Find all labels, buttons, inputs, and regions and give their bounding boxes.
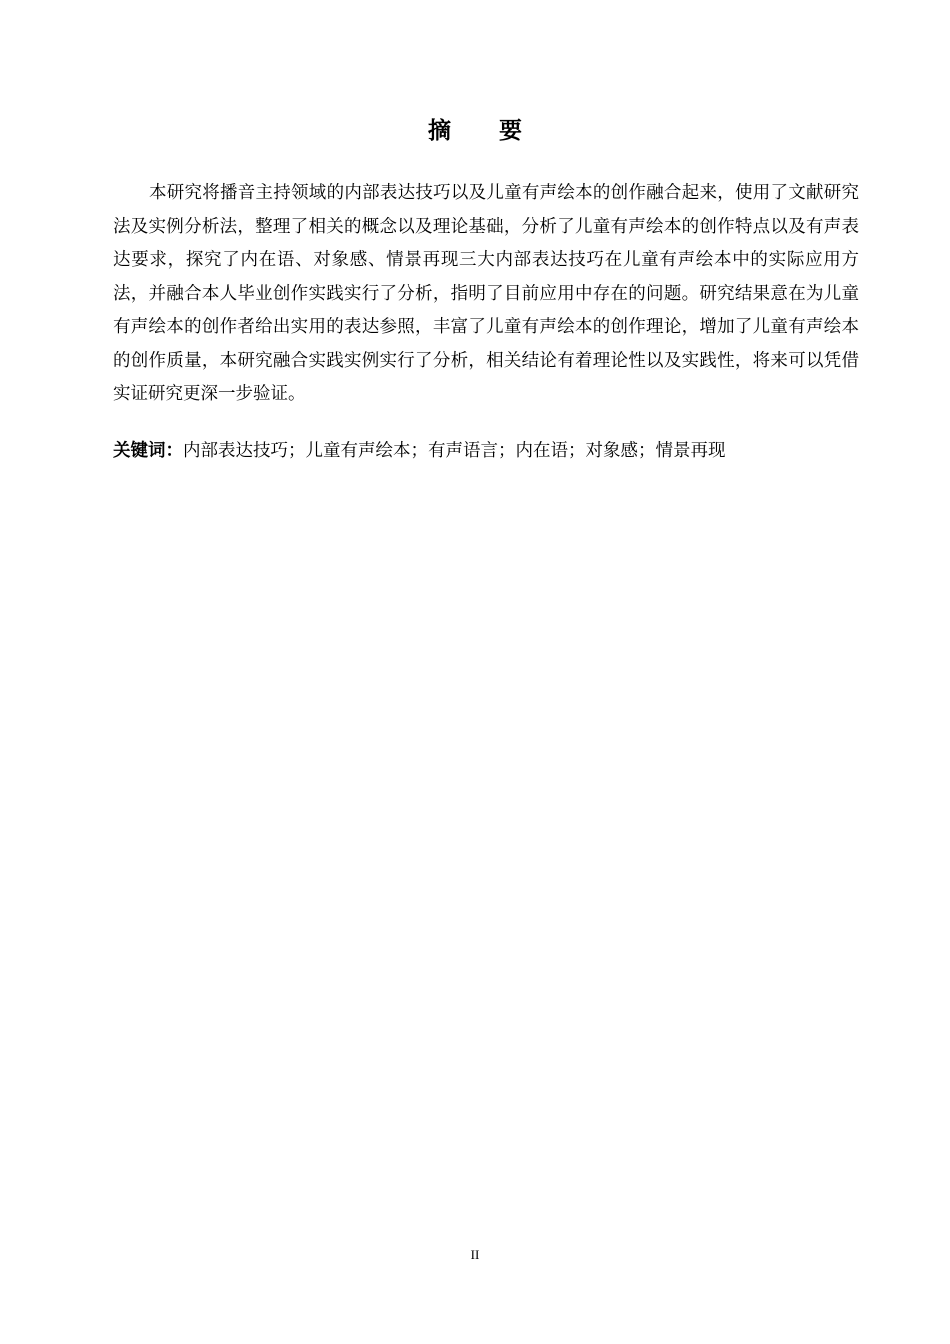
keywords-line (113, 436, 859, 466)
abstract-paragraph: 本研究将播音主持领域的内部表达技巧以及儿童有声绘本的创作融合起来，使用了文献研究法及实例分析法，整理了相关的概念以及理论基础，分析了儿童有声绘本的创作特点以及有声表达要求，探究了内在语、对象感、情景再现三大内部表达技巧在儿童有声绘本中的实际应用方法，并融合本人毕业创作实践实行了分析，指明了目前应用中存在的问题。研究结果意在为儿童有声绘本的创作者给出实用的表达参照，丰富了儿童有声绘本的创作理论，增加了儿童有声绘本的创作质量，本研究融合实践实例实行了分析，相关结论有着理论性以及实践性，将来可以凭借实证研究更深一步验证。 (113, 183, 859, 404)
keywords-text: 内部表达技巧；儿童有声绘本；有声语言；内在语；对象感；情景再现 (183, 441, 726, 461)
title-char-1: 摘 (428, 118, 451, 144)
keywords-label: 关键词： (113, 441, 183, 461)
title-char-2: 要 (499, 118, 522, 144)
page-title (0, 113, 950, 149)
page-number: II (470, 1247, 480, 1262)
